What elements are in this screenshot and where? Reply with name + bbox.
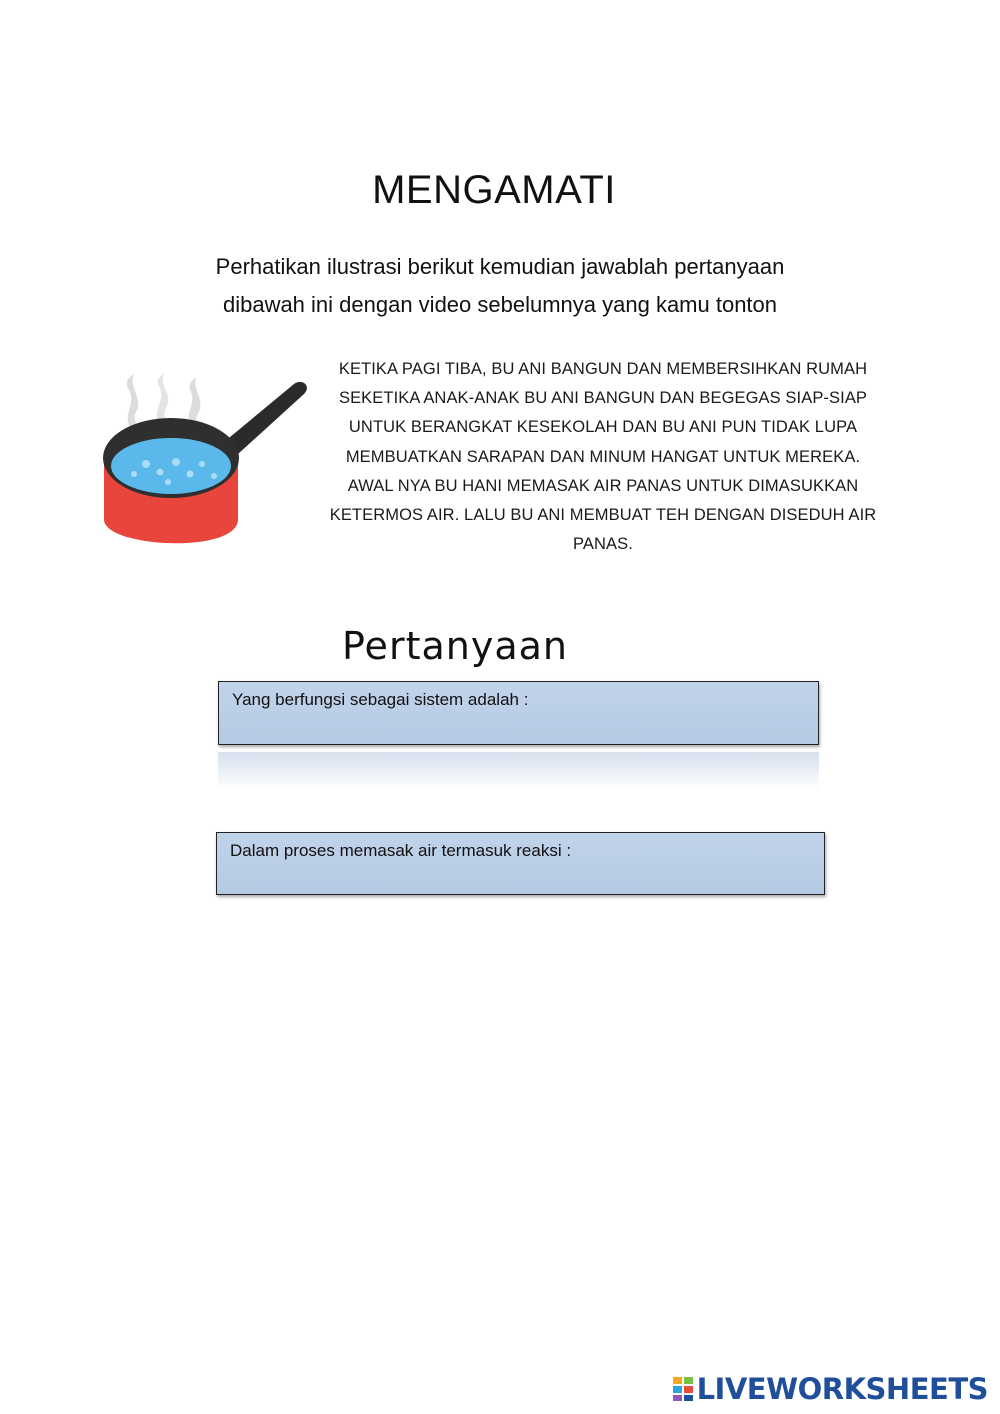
liveworksheets-logo-icon — [672, 1376, 694, 1402]
story-line: KETIKA PAGI TIBA, BU ANI BANGUN DAN MEMBERSIHKAN RUMAH — [338, 360, 868, 378]
answer-box-reflection — [218, 752, 819, 790]
bubble-icon — [157, 469, 164, 476]
brand-footer — [672, 1372, 988, 1406]
story-line: SEKETIKA ANAK-ANAK BU ANI BANGUN DAN BEGEGAS SIAP-SIAP — [338, 389, 868, 408]
bubble-icon — [187, 471, 194, 478]
story-line: PANAS. — [573, 535, 633, 554]
bubble-icon — [165, 479, 171, 485]
instructions-line: dibawah ini dengan video sebelumnya yang kamu tonton — [222, 292, 778, 317]
page-title: MENGAMATI — [372, 168, 616, 212]
brand-name: LIVEWORKSHEETS — [696, 1372, 988, 1406]
instructions-line: Perhatikan ilustrasi berikut kemudian jawablah pertanyaan — [215, 254, 785, 279]
steam-icon — [127, 374, 140, 430]
bubble-icon — [172, 458, 180, 466]
bubble-icon — [211, 473, 217, 479]
boiling-pot-icon — [98, 372, 314, 552]
story-line: UNTUK BERANGKAT KESEKOLAH DAN BU ANI PUN TIDAK LUPA — [348, 418, 858, 437]
answer-box-system[interactable] — [218, 681, 819, 745]
instructions — [150, 248, 850, 324]
questions-heading: Pertanyaan — [342, 624, 568, 668]
story-line: KETERMOS AIR. LALU BU ANI MEMBUAT TEH DENGAN DISEDUH AIR — [329, 506, 877, 525]
pot-water — [111, 438, 231, 494]
story-line: MEMBUATKAN SARAPAN DAN MINUM HANGAT UNTUK MEREKA. — [345, 447, 861, 466]
bubble-icon — [131, 471, 137, 477]
steam-icon — [157, 374, 168, 424]
bubble-icon — [199, 461, 205, 467]
question-label: Yang berfungsi sebagai sistem adalah : — [232, 690, 529, 709]
story-line: AWAL NYA BU HANI MEMASAK AIR PANAS UNTUK DIMASUKKAN — [347, 476, 859, 495]
question-label: Dalam proses memasak air termasuk reaksi : — [230, 841, 572, 860]
answer-box-reaction[interactable] — [216, 832, 825, 895]
pot-handle — [224, 382, 307, 454]
story-paragraph — [320, 355, 886, 559]
bubble-icon — [142, 460, 150, 468]
